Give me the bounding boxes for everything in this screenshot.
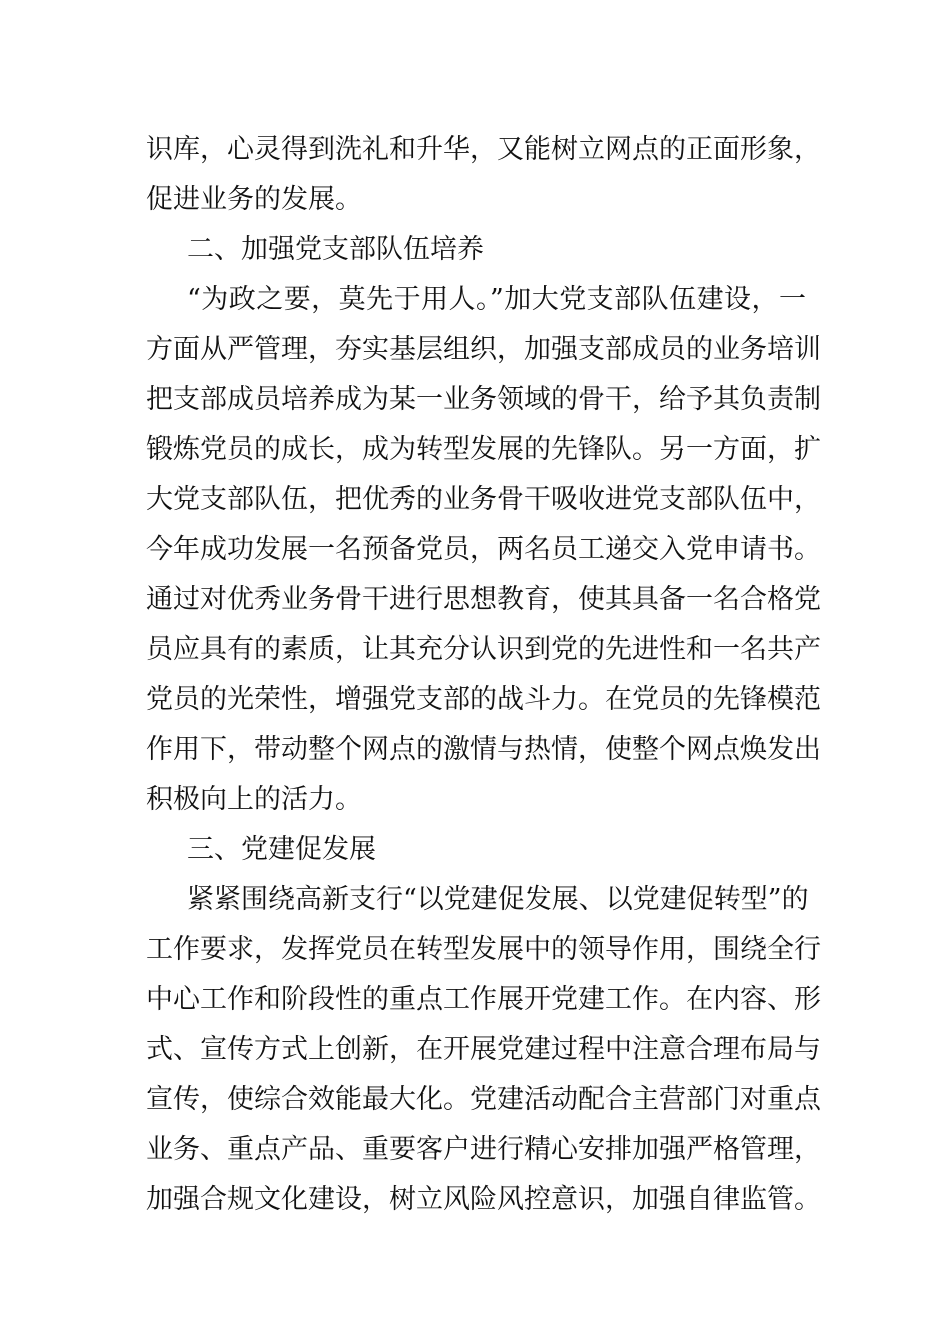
text-line: 紧紧围绕高新支行“以党建促发展、以党建促转型”的	[187, 884, 809, 915]
text-line: 加强合规文化建设，树立风险风控意识，加强自律监管。	[146, 1184, 821, 1215]
text-line: 员应具有的素质，让其充分认识到党的先进性和一名共产	[146, 634, 821, 665]
text-line: 中心工作和阶段性的重点工作展开党建工作。在内容、形	[146, 984, 821, 1015]
text-line: 方面从严管理，夯实基层组织，加强支部成员的业务培训	[146, 334, 821, 365]
section-heading: 二、加强党支部队伍培养	[187, 234, 484, 265]
text-line: 识库，心灵得到洗礼和升华，又能树立网点的正面形象，	[146, 134, 821, 165]
text-line: 锻炼党员的成长，成为转型发展的先锋队。另一方面，扩	[146, 434, 821, 465]
text-line: 今年成功发展一名预备党员，两名员工递交入党申请书。	[146, 534, 821, 565]
text-line: 积极向上的活力。	[146, 784, 362, 815]
text-line: 党员的光荣性，增强党支部的战斗力。在党员的先锋模范	[146, 684, 821, 715]
text-line: 把支部成员培养成为某一业务领域的骨干，给予其负责制	[146, 384, 821, 415]
section-heading: 三、党建促发展	[187, 834, 376, 865]
text-line: 大党支部队伍，把优秀的业务骨干吸收进党支部队伍中，	[146, 484, 821, 515]
text-line: 式、宣传方式上创新，在开展党建过程中注意合理布局与	[146, 1034, 821, 1065]
text-line: “为政之要，莫先于用人。”加大党支部队伍建设，一	[187, 284, 806, 315]
text-line: 促进业务的发展。	[146, 184, 362, 215]
text-line: 作用下，带动整个网点的激情与热情，使整个网点焕发出	[146, 734, 821, 765]
text-line: 工作要求，发挥党员在转型发展中的领导作用，围绕全行	[146, 934, 821, 965]
text-line: 通过对优秀业务骨干进行思想教育，使其具备一名合格党	[146, 584, 821, 615]
text-line: 业务、重点产品、重要客户进行精心安排加强严格管理，	[146, 1134, 821, 1165]
text-line: 宣传，使综合效能最大化。党建活动配合主营部门对重点	[146, 1084, 821, 1115]
